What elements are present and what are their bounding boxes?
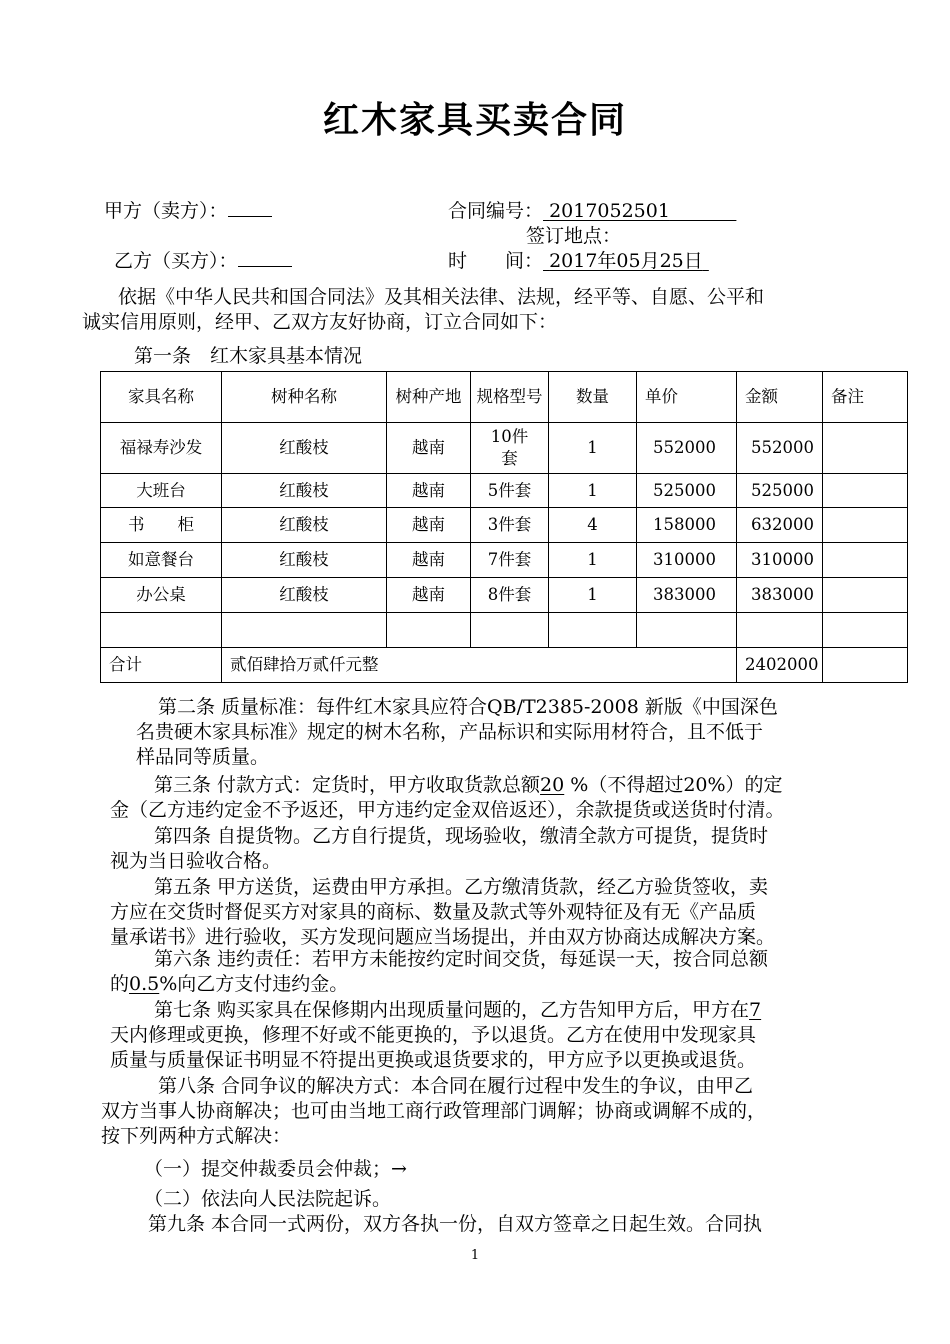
article2-line-3: 样品同等质量。 (136, 746, 270, 768)
cell-amount: 552000 (737, 423, 823, 474)
col-header-origin: 树种产地 (387, 372, 471, 423)
article8-line-1: 第八条 合同争议的解决方式：本合同在履行过程中发生的争议，由甲乙 (158, 1075, 754, 1097)
article8-line-2: 双方当事人协商解决；也可由当地工商行政管理部门调解；协商或调解不成的， (101, 1100, 767, 1122)
cell-origin: 越南 (387, 423, 471, 474)
table-row-empty (101, 613, 908, 648)
party-b-line (114, 246, 292, 273)
col-header-species: 树种名称 (222, 372, 387, 423)
intro-line-2: 诚实信用原则，经甲、乙双方友好协商，订立合同如下： (82, 311, 558, 333)
contract-no-line (448, 196, 711, 223)
article1-title: 第一条 红木家具基本情况 (134, 345, 363, 367)
deposit-percent: 20 (540, 774, 565, 796)
article7-line-2: 天内修理或更换，修理不好或不能更换的，予以退货。乙方在使用中发现家具 (110, 1024, 757, 1046)
cell-qty: 1 (549, 578, 637, 613)
article3-line-1: 第三条 付款方式：定货时，甲方收取货款总额20 %（不得超过20%）的定 (154, 774, 783, 796)
article2-line-1: 第二条 质量标准：每件红木家具应符合QB/T2385-2008 新版《中国深色 (158, 696, 778, 718)
cell-species: 红酸枝 (222, 423, 387, 474)
cell-spec: 10件套 (471, 423, 549, 474)
table-row (101, 543, 908, 578)
total-words: 贰佰肆拾万贰仟元整 (222, 648, 737, 683)
cell-remark (823, 508, 908, 543)
table-row (101, 578, 908, 613)
cell-price: 310000 (637, 543, 737, 578)
time-line (448, 246, 709, 273)
party-a-line (104, 196, 272, 223)
cell-spec: 7件套 (471, 543, 549, 578)
cell-qty: 1 (549, 543, 637, 578)
article8-line-3: 按下列两种方式解决： (101, 1125, 292, 1147)
intro-line-1: 依据《中华人民共和国合同法》及其相关法律、法规，经平等、自愿、公平和 (118, 286, 765, 308)
article6-line-1: 第六条 违约责任：若甲方未能按约定时间交货，每延误一天，按合同总额 (154, 948, 769, 970)
total-value: 2402000 (737, 648, 823, 683)
cell-name: 书 柜 (101, 508, 222, 543)
cell-spec: 3件套 (471, 508, 549, 543)
page-title: 红木家具买卖合同 (322, 100, 627, 141)
cell-amount: 383000 (737, 578, 823, 613)
col-header-qty: 数量 (549, 372, 637, 423)
cell-price: 383000 (637, 578, 737, 613)
cell-species: 红酸枝 (222, 543, 387, 578)
article4-line-2: 视为当日验收合格。 (110, 850, 282, 872)
penalty-percent: 0.5 (129, 973, 160, 995)
cell-origin: 越南 (387, 543, 471, 578)
article5-line-1: 第五条 甲方送货，运费由甲方承担。乙方缴清货款，经乙方验货签收，卖 (154, 876, 769, 898)
col-header-price: 单价 (637, 372, 737, 423)
option-arbitration: （一）提交仲裁委员会仲裁；→ (144, 1158, 407, 1180)
page-number: 1 (470, 1248, 480, 1263)
party-a-label: 甲方（卖方）： (104, 200, 228, 222)
option-court: （二）依法向人民法院起诉。 (144, 1188, 392, 1210)
cell-remark (823, 423, 908, 474)
cell-remark (823, 543, 908, 578)
time-value: 2017年05月25日 (549, 250, 703, 272)
article9-line-1: 第九条 本合同一式两份，双方各执一份，自双方签章之日起生效。合同执 (148, 1213, 763, 1235)
article5-line-2: 方应在交货时督促买方对家具的商标、数量及款式等外观特征及有无《产品质 (110, 901, 757, 923)
table-row (101, 423, 908, 474)
cell-origin: 越南 (387, 578, 471, 613)
sign-place-label: 签订地点： (526, 225, 622, 247)
article6-line-2: 的0.5%向乙方支付违约金。 (110, 973, 349, 995)
party-a-blank (228, 198, 272, 217)
repair-days: 7 (749, 999, 762, 1021)
cell-origin: 越南 (387, 474, 471, 508)
col-header-spec: 规格型号 (471, 372, 549, 423)
cell-species: 红酸枝 (222, 578, 387, 613)
cell-species: 红酸枝 (222, 474, 387, 508)
article7-line-1: 第七条 购买家具在保修期内出现质量问题的，乙方告知甲方后，甲方在7 (154, 999, 762, 1021)
cell-qty: 4 (549, 508, 637, 543)
cell-price: 158000 (637, 508, 737, 543)
cell-qty: 1 (549, 474, 637, 508)
cell-origin: 越南 (387, 508, 471, 543)
table-row (101, 474, 908, 508)
table-total-row (101, 648, 908, 683)
col-header-remark: 备注 (823, 372, 908, 423)
cell-name: 如意餐台 (101, 543, 222, 578)
contract-no-value: 2017052501 (549, 200, 670, 222)
cell-amount: 310000 (737, 543, 823, 578)
total-label: 合计 (101, 648, 222, 683)
col-header-name: 家具名称 (101, 372, 222, 423)
cell-spec: 8件套 (471, 578, 549, 613)
article2-line-2: 名贵硬木家具标准》规定的树木名称，产品标识和实际用材符合，且不低于 (136, 721, 764, 743)
col-header-amount: 金额 (737, 372, 823, 423)
cell-name: 办公桌 (101, 578, 222, 613)
table-header-row (101, 372, 908, 423)
article3-line-2: 金（乙方违约定金不予返还，甲方违约定金双倍返还），余款提货或送货时付清。 (110, 799, 785, 821)
contract-no-label: 合同编号： (448, 200, 544, 222)
cell-amount: 632000 (737, 508, 823, 543)
cell-name: 福禄寿沙发 (101, 423, 222, 474)
cell-spec: 5件套 (471, 474, 549, 508)
furniture-table (100, 371, 908, 683)
cell-amount: 525000 (737, 474, 823, 508)
time-label: 时 间： (448, 250, 544, 272)
article4-line-1: 第四条 自提货物。乙方自行提货，现场验收，缴清全款方可提货，提货时 (154, 825, 769, 847)
party-b-blank (238, 248, 292, 267)
cell-remark (823, 474, 908, 508)
cell-price: 552000 (637, 423, 737, 474)
article7-line-3: 质量与质量保证书明显不符提出更换或退货要求的，甲方应予以更换或退货。 (110, 1049, 757, 1071)
cell-species: 红酸枝 (222, 508, 387, 543)
cell-qty: 1 (549, 423, 637, 474)
party-b-label: 乙方（买方）： (114, 250, 238, 272)
table-row (101, 508, 908, 543)
cell-price: 525000 (637, 474, 737, 508)
cell-remark (823, 578, 908, 613)
cell-name: 大班台 (101, 474, 222, 508)
article5-line-3: 量承诺书》进行验收，买方发现问题应当场提出，并由双方协商达成解决方案。 (110, 926, 776, 948)
